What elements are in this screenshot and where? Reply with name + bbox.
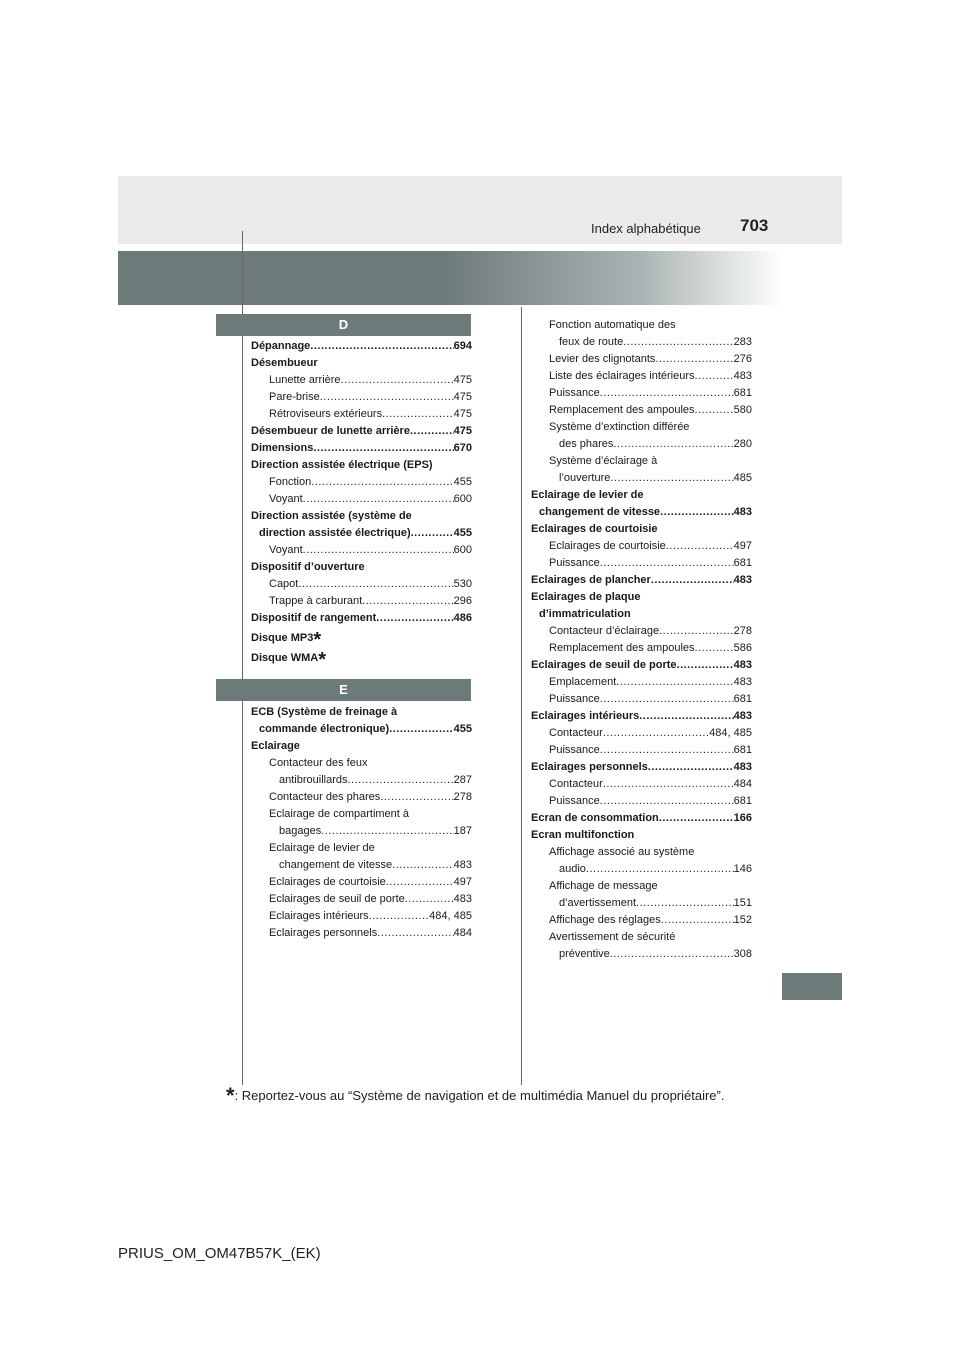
dot-leader — [389, 721, 453, 738]
index-entry-text: Affichage associé au système — [549, 846, 695, 858]
index-entry-text: Dispositif d’ouverture — [251, 561, 365, 573]
index-entry-text: Fonction — [269, 476, 312, 488]
index-entry-page: 146 — [733, 863, 752, 875]
index-entry — [251, 406, 472, 423]
index-entry-page: 187 — [453, 825, 472, 837]
index-entry-text: Eclairages de plaque — [531, 591, 641, 603]
dot-leader — [659, 810, 734, 827]
index-entry-text: Liste des éclairages intérieurs — [549, 370, 695, 382]
index-entry — [251, 755, 472, 772]
index-entry — [531, 691, 752, 708]
index-entry-text: Dépannage — [251, 340, 311, 352]
index-entry-page: 152 — [733, 914, 752, 926]
index-entry-text: Dimensions — [251, 442, 314, 454]
index-entry-text: Puissance — [549, 795, 600, 807]
index-entry-text: Eclairage de compartiment à — [269, 808, 410, 820]
index-entry-page: 486 — [453, 612, 472, 624]
index-entry — [531, 742, 752, 759]
dot-leader — [311, 474, 453, 491]
index-entry-text: Eclairages personnels — [269, 927, 378, 939]
index-entry-page: 530 — [453, 578, 472, 590]
dot-leader — [695, 640, 734, 657]
index-entry-page: 497 — [453, 876, 472, 888]
index-entry-page: 485 — [733, 472, 752, 484]
dot-leader — [347, 772, 453, 789]
index-entry-page: 483 — [733, 370, 752, 382]
index-entry-text: Puissance — [549, 744, 600, 756]
index-entry-text: Trappe à carburant — [269, 595, 363, 607]
index-entry — [531, 708, 752, 725]
index-entry — [251, 372, 472, 389]
index-entry — [531, 385, 752, 402]
index-entry-text: Remplacement des ampoules — [549, 404, 695, 416]
index-entry-text: d’immatriculation — [539, 608, 631, 620]
index-entry — [531, 402, 752, 419]
dot-leader — [661, 912, 734, 929]
dot-leader — [586, 861, 734, 878]
index-entry — [531, 436, 752, 453]
index-entry — [251, 891, 472, 908]
index-entry — [531, 776, 752, 793]
dot-leader — [695, 402, 734, 419]
index-entry — [251, 908, 472, 925]
index-entry-page: 483 — [453, 893, 472, 905]
index-entry — [531, 317, 752, 334]
index-entry-text: changement de vitesse — [539, 506, 661, 518]
index-entry-text: antibrouillards — [279, 774, 348, 786]
dot-leader — [341, 372, 454, 389]
index-entry — [531, 351, 752, 368]
index-entry-text: Désembueur — [251, 357, 318, 369]
index-entry-page: 455 — [453, 723, 472, 735]
dot-leader — [362, 593, 453, 610]
dot-leader — [659, 623, 734, 640]
index-entry — [251, 627, 472, 647]
index-entry-text: Système d’éclairage à — [549, 455, 658, 467]
index-entry-text: Pare-brise — [269, 391, 320, 403]
index-entry — [531, 725, 752, 742]
index-entry-text: Eclairages de courtoisie — [549, 540, 666, 552]
index-entry — [531, 334, 752, 351]
index-entry-text: feux de route — [559, 336, 624, 348]
index-entry-text: commande électronique) — [259, 723, 390, 735]
index-entry-page: 586 — [733, 642, 752, 654]
index-column-right — [531, 317, 752, 963]
index-entry — [251, 610, 472, 627]
dot-leader — [310, 338, 453, 355]
index-entry-page: 681 — [733, 387, 752, 399]
dot-leader — [303, 542, 454, 559]
index-entry — [531, 912, 752, 929]
page-number: 703 — [740, 216, 769, 235]
index-entry-text: Disque MP3 — [251, 632, 314, 644]
index-entry-page: 497 — [733, 540, 752, 552]
index-entry-text: Direction assistée électrique (EPS) — [251, 459, 433, 471]
index-entry — [531, 861, 752, 878]
index-entry-page: 483 — [733, 506, 752, 518]
section-heading-e: E — [216, 679, 471, 701]
index-entry-text: Eclairage de levier de — [269, 842, 375, 854]
index-entry — [251, 525, 472, 542]
index-entry — [251, 721, 472, 738]
dot-leader — [600, 793, 734, 810]
index-entry-page: 600 — [453, 544, 472, 556]
index-entry — [251, 338, 472, 355]
index-entry-page: 484, 485 — [709, 727, 752, 739]
dot-leader — [405, 891, 454, 908]
document-code: PRIUS_OM_OM47B57K_(EK) — [118, 1245, 321, 1262]
index-entry — [531, 487, 752, 504]
index-entry — [251, 491, 472, 508]
index-entry-text: Eclairage de levier de — [531, 489, 644, 501]
dot-leader — [648, 759, 734, 776]
index-entry-text: audio — [559, 863, 586, 875]
dot-leader — [321, 823, 453, 840]
dot-leader — [410, 423, 454, 440]
index-entry-page: 483 — [733, 761, 752, 773]
index-entry-page: 600 — [453, 493, 472, 505]
dot-leader — [313, 440, 453, 457]
dot-leader — [603, 725, 709, 742]
index-entry — [531, 606, 752, 623]
index-entry — [251, 806, 472, 823]
index-entry-text: Désembueur de lunette arrière — [251, 425, 410, 437]
index-entry-page: 681 — [733, 557, 752, 569]
index-entry — [251, 542, 472, 559]
dot-leader — [376, 610, 453, 627]
index-entry — [251, 389, 472, 406]
dot-leader — [303, 491, 454, 508]
index-entry — [251, 508, 472, 525]
index-entry — [251, 925, 472, 942]
index-entry — [251, 647, 472, 667]
dot-leader — [651, 572, 734, 589]
dot-leader — [320, 389, 454, 406]
index-entry — [531, 929, 752, 946]
index-entry-page: 484 — [733, 778, 752, 790]
index-entry — [531, 572, 752, 589]
index-entry-text: Remplacement des ampoules — [549, 642, 695, 654]
index-entry-text: Affichage de message — [549, 880, 658, 892]
index-entry-text: Fonction automatique des — [549, 319, 676, 331]
asterisk-mark: * — [318, 649, 327, 667]
index-entry-text: direction assistée électrique) — [259, 527, 411, 539]
index-entry-text: Eclairages intérieurs — [269, 910, 369, 922]
index-entry-page: 283 — [733, 336, 752, 348]
dot-leader — [392, 857, 454, 874]
index-column-e — [251, 704, 472, 942]
index-entry-page: 296 — [453, 595, 472, 607]
index-entry-text: Ecran de consommation — [531, 812, 659, 824]
index-entry-text: Puissance — [549, 557, 600, 569]
dot-leader — [600, 385, 734, 402]
index-entry-text: Lunette arrière — [269, 374, 341, 386]
header-title: Index alphabétique — [591, 221, 701, 236]
index-entry-page: 681 — [733, 744, 752, 756]
index-entry-page: 694 — [453, 340, 472, 352]
index-entry-page: 475 — [453, 391, 472, 403]
index-column-d — [251, 338, 472, 667]
index-entry — [531, 623, 752, 640]
index-entry-text: Direction assistée (système de — [251, 510, 412, 522]
index-entry — [531, 674, 752, 691]
index-entry-text: Affichage des réglages — [549, 914, 661, 926]
index-entry — [531, 827, 752, 844]
index-entry — [251, 593, 472, 610]
index-entry-text: Puissance — [549, 387, 600, 399]
index-entry-text: Capot — [269, 578, 299, 590]
index-entry — [531, 521, 752, 538]
dot-leader — [610, 946, 734, 963]
index-entry-page: 278 — [733, 625, 752, 637]
index-entry-page: 483 — [453, 859, 472, 871]
index-entry — [531, 538, 752, 555]
index-entry-text: Contacteur d’éclairage — [549, 625, 660, 637]
index-entry — [251, 704, 472, 721]
index-entry — [531, 419, 752, 436]
dot-leader — [639, 708, 733, 725]
dot-leader — [377, 925, 453, 942]
section-heading-d: D — [216, 314, 471, 336]
index-entry-page: 166 — [733, 812, 752, 824]
footnote-text: : Reportez-vous au “Système de navigation et de multimédia Manuel du propriétaire”. — [234, 1088, 725, 1103]
index-entry-page: 308 — [733, 948, 752, 960]
index-entry-text: bagages — [279, 825, 322, 837]
index-entry — [531, 657, 752, 674]
index-entry-text: Eclairages de plancher — [531, 574, 651, 586]
index-entry — [251, 738, 472, 755]
dot-leader — [382, 406, 454, 423]
index-entry-page: 681 — [733, 795, 752, 807]
side-tab-marker — [782, 973, 842, 1000]
column-divider-right — [521, 307, 522, 1085]
index-entry-page: 483 — [733, 574, 752, 586]
dot-leader — [600, 742, 734, 759]
index-entry-page: 484 — [453, 927, 472, 939]
index-entry-text: Eclairages de courtoisie — [531, 523, 658, 535]
index-entry-text: Eclairages intérieurs — [531, 710, 640, 722]
header-band — [118, 251, 842, 305]
index-entry-page: 483 — [733, 710, 752, 722]
index-entry-page: 455 — [453, 476, 472, 488]
dot-leader — [603, 776, 734, 793]
index-entry-text: Puissance — [549, 693, 600, 705]
index-entry-text: Contacteur des phares — [269, 791, 381, 803]
index-entry-page: 278 — [453, 791, 472, 803]
dot-leader — [660, 504, 734, 521]
index-entry — [251, 874, 472, 891]
index-entry-page: 475 — [453, 425, 472, 437]
dot-leader — [636, 895, 734, 912]
dot-leader — [677, 657, 734, 674]
index-entry-text: Levier des clignotants — [549, 353, 656, 365]
index-entry — [531, 895, 752, 912]
index-entry-text: Système d’extinction différée — [549, 421, 690, 433]
index-entry — [251, 440, 472, 457]
footnote-asterisk: * — [226, 1083, 235, 1108]
index-entry-page: 280 — [733, 438, 752, 450]
index-entry — [251, 857, 472, 874]
index-entry-page: 483 — [733, 676, 752, 688]
index-entry-page: 681 — [733, 693, 752, 705]
index-entry-text: d’avertissement — [559, 897, 637, 909]
index-entry — [531, 470, 752, 487]
dot-leader — [298, 576, 453, 593]
dot-leader — [600, 691, 734, 708]
index-entry-text: Eclairages de courtoisie — [269, 876, 386, 888]
index-entry — [251, 559, 472, 576]
dot-leader — [623, 334, 733, 351]
index-entry — [531, 589, 752, 606]
index-entry-text: Disque WMA — [251, 652, 319, 664]
index-entry — [531, 793, 752, 810]
index-entry — [531, 810, 752, 827]
index-entry — [251, 355, 472, 372]
index-entry-text: Dispositif de rangement — [251, 612, 377, 624]
index-entry-text: Contacteur — [549, 727, 603, 739]
index-entry — [531, 946, 752, 963]
footnote — [226, 1083, 725, 1108]
index-entry-text: Eclairages personnels — [531, 761, 648, 773]
column-divider-left — [242, 231, 243, 1085]
index-entry-page: 287 — [453, 774, 472, 786]
index-entry — [251, 772, 472, 789]
dot-leader — [616, 674, 733, 691]
index-entry-text: Contacteur — [549, 778, 603, 790]
index-entry — [531, 759, 752, 776]
index-entry-text: Avertissement de sécurité — [549, 931, 676, 943]
index-entry-text: Rétroviseurs extérieurs — [269, 408, 383, 420]
index-entry-text: préventive — [559, 948, 610, 960]
index-entry — [251, 576, 472, 593]
dot-leader — [666, 538, 734, 555]
index-entry-text: Ecran multifonction — [531, 829, 635, 841]
index-entry-text: Eclairages de seuil de porte — [531, 659, 677, 671]
dot-leader — [369, 908, 430, 925]
index-entry-text: Eclairage — [251, 740, 300, 752]
index-entry-text: ECB (Système de freinage à — [251, 706, 398, 718]
index-entry-page: 276 — [733, 353, 752, 365]
index-entry — [251, 474, 472, 491]
index-entry-page: 483 — [733, 659, 752, 671]
index-entry — [251, 789, 472, 806]
index-entry — [251, 823, 472, 840]
index-entry — [531, 640, 752, 657]
index-entry — [531, 844, 752, 861]
dot-leader — [695, 368, 734, 385]
index-entry-page: 151 — [733, 897, 752, 909]
index-entry-page: 670 — [453, 442, 472, 454]
dot-leader — [380, 789, 453, 806]
dot-leader — [386, 874, 454, 891]
index-entry — [251, 423, 472, 440]
index-entry-text: Voyant — [269, 493, 303, 505]
dot-leader — [610, 470, 733, 487]
index-entry-text: des phares — [559, 438, 614, 450]
index-entry-text: Emplacement — [549, 676, 617, 688]
dot-leader — [411, 525, 454, 542]
index-entry — [531, 878, 752, 895]
index-entry — [251, 457, 472, 474]
index-entry-page: 475 — [453, 408, 472, 420]
index-entry-page: 580 — [733, 404, 752, 416]
index-entry — [531, 453, 752, 470]
dot-leader — [613, 436, 733, 453]
index-entry-text: Contacteur des feux — [269, 757, 368, 769]
header-background — [118, 176, 842, 244]
index-entry-page: 455 — [453, 527, 472, 539]
dot-leader — [600, 555, 734, 572]
asterisk-mark: * — [313, 629, 322, 647]
dot-leader — [655, 351, 733, 368]
index-entry-text: changement de vitesse — [279, 859, 393, 871]
index-entry-page: 475 — [453, 374, 472, 386]
index-entry — [531, 504, 752, 521]
index-entry — [251, 840, 472, 857]
index-entry-text: l’ouverture — [559, 472, 611, 484]
index-entry-text: Eclairages de seuil de porte — [269, 893, 405, 905]
index-entry-text: Voyant — [269, 544, 303, 556]
index-entry — [531, 368, 752, 385]
index-entry-page: 484, 485 — [429, 910, 472, 922]
index-entry — [531, 555, 752, 572]
